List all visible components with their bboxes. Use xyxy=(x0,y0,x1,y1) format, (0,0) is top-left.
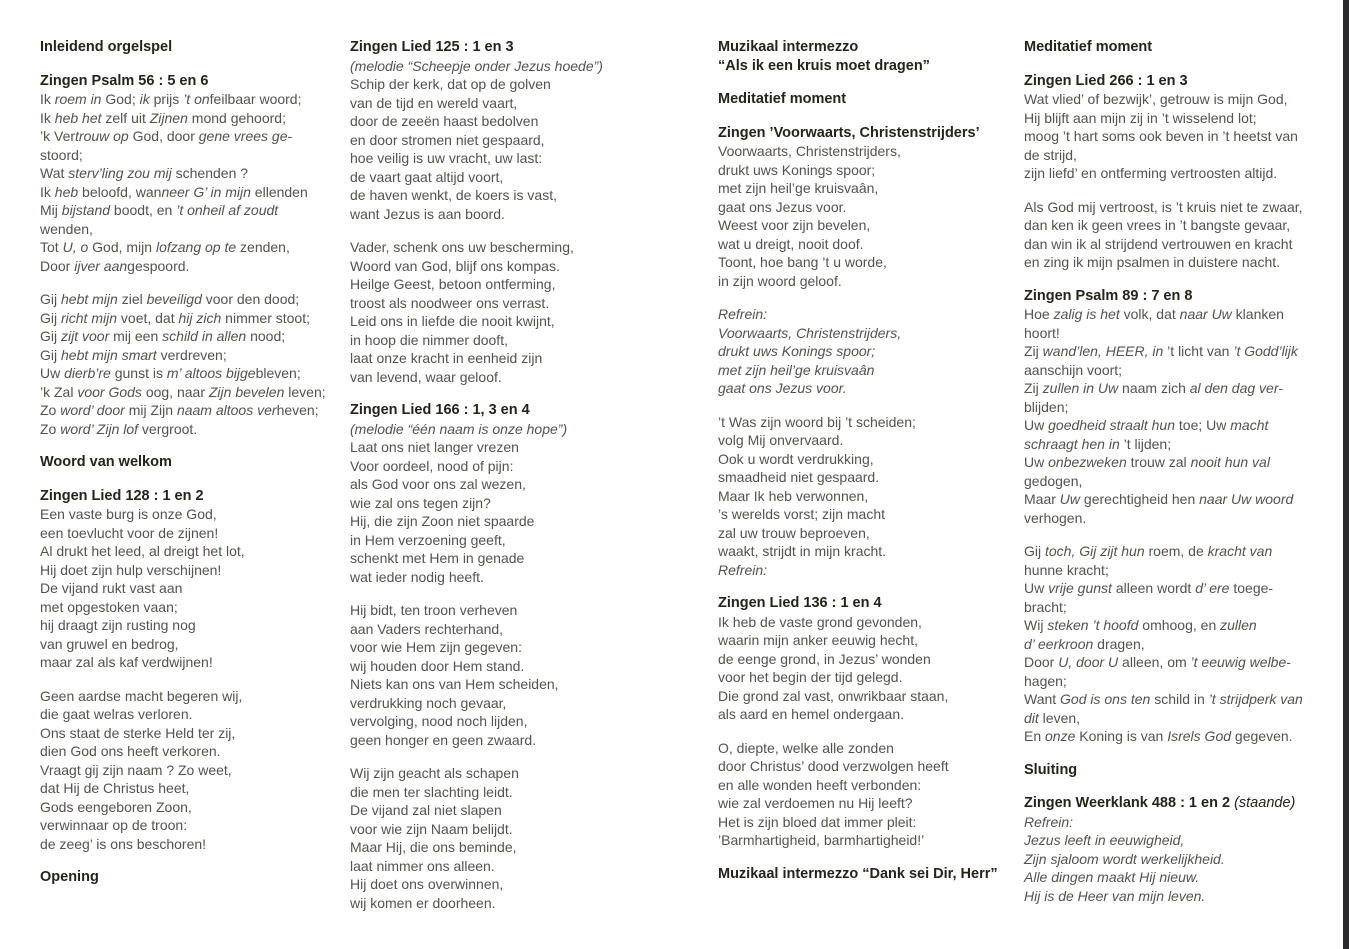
verse-line: Weest voor zijn bevelen, xyxy=(718,217,871,233)
italic-text: richt mijn xyxy=(61,309,118,326)
italic-text: heb xyxy=(54,183,79,200)
italic-text: d’ ere xyxy=(1195,580,1230,596)
verse-line: Schip der kerk, dat op de golven xyxy=(350,76,551,92)
verse-line: door Christus’ dood verzwolgen heeft xyxy=(718,758,949,774)
verse-line: verdrukking noch gevaar, xyxy=(350,694,507,711)
verse-line: wij houden door Hem stand. xyxy=(350,657,525,674)
verse-line: Hij doet zijn hulp verschijnen! xyxy=(40,561,222,578)
verse-line xyxy=(718,324,1020,343)
zingen-psalm-56 xyxy=(40,72,342,276)
italic-text: steken ’t hoofd xyxy=(1047,617,1139,633)
liturgy-column-3 xyxy=(718,38,1020,898)
verse-line xyxy=(1024,813,1340,832)
verse-line xyxy=(350,420,662,439)
section-heading: Muzikaal intermezzo “Dank sei Dir, Herr” xyxy=(718,865,998,882)
inleidend-orgelspel xyxy=(40,38,342,57)
verse-line: wat u dreigt, nooit doof. xyxy=(718,235,864,252)
italic-text: Voorwaarts, Christenstrijders, xyxy=(718,324,902,341)
verse-line: de vaart gaat altijd voort, xyxy=(350,168,504,185)
verse-line: Hij doet ons overwinnen, xyxy=(350,876,504,892)
italic-text: Hij is de Heer van mijn leven. xyxy=(1024,887,1206,904)
italic-text: wand’len, HEER, in xyxy=(1042,343,1164,359)
italic-text: naam altoos ver xyxy=(176,402,277,418)
italic-text: zullen xyxy=(1220,617,1257,633)
verse-line: aanschijn voort; xyxy=(1024,361,1123,378)
italic-text: schild in allen xyxy=(162,328,247,344)
verse-line: blijden; xyxy=(1024,398,1069,415)
muzikaal-intermezzo-2 xyxy=(718,865,1020,884)
verse-line xyxy=(718,561,1020,580)
verse-line: smaadheid niet gespaard. xyxy=(718,469,880,485)
verse-line: Die grond zal vast, onwrikbaar staan, xyxy=(718,687,949,704)
italic-text: ’t Godd’lijk xyxy=(1233,343,1298,359)
verse-line: met opgestoken vaan; xyxy=(40,598,178,615)
verse-line: verwinnaar op de troon: xyxy=(40,817,188,833)
verse-line: en door stromen niet gespaard, xyxy=(350,131,545,148)
section-heading: Woord van welkom xyxy=(40,454,172,470)
verse-line: en alle wonden heeft verbonden: xyxy=(718,776,922,793)
verse-line: maar zal als kaf verdwijnen! xyxy=(40,654,213,670)
verse-line: schenkt met Hem in genade xyxy=(350,550,525,566)
meditatief-moment-1 xyxy=(718,90,1020,109)
verse-line: in hoop die nimmer dooft, xyxy=(350,331,508,348)
italic-text: beveiligd xyxy=(146,291,202,307)
italic-text: Uw xyxy=(1059,491,1081,507)
italic-text: hij zich xyxy=(178,309,222,326)
italic-text: Zijn bevelen xyxy=(208,383,285,400)
italic-text: ik xyxy=(139,91,150,107)
zingen-weerklank-488 xyxy=(1024,794,1340,905)
verse-line: Uw dierb’re gunst is m’ altoos bijgebleven; xyxy=(40,365,301,381)
verse-line: waarin mijn anker eeuwig hecht, xyxy=(718,632,918,648)
verse-line: Al drukt het leed, al dreigt het lot, xyxy=(40,543,245,559)
verse-line: Uw goedheid straalt hun toe; Uw macht xyxy=(1024,417,1269,433)
verse-line: en zing ik mijn psalmen in duistere nacht. xyxy=(1024,254,1281,270)
verse-line xyxy=(718,305,1020,324)
liturgy-column-1 xyxy=(40,38,342,902)
verse-line: als God voor ons zal wezen, xyxy=(350,476,526,492)
verse-line: de haven wenkt, de koers is vast, xyxy=(350,187,557,203)
verse-line: voor wie zijn Naam belijdt. xyxy=(350,820,513,837)
verse-line: Gij toch, Gij zijt hun roem, de kracht van xyxy=(1024,543,1273,559)
verse-line: verhogen. xyxy=(1024,509,1087,526)
verse-line: Vraagt gij zijn naam ? Zo weet, xyxy=(40,761,232,778)
verse-line: voor wie Hem zijn gegeven: xyxy=(350,639,522,655)
verse-line: Als God mij vertroost, is ’t kruis niet te zwaar, xyxy=(1024,198,1303,215)
verse-line: Want God is ons ten schild in ’t strijdperk van xyxy=(1024,691,1303,707)
verse-line: Door U, door U alleen, om ’t eeuwig welbe- xyxy=(1024,654,1291,670)
italic-text: Refrein: xyxy=(1024,813,1074,830)
liturgy-column-2 xyxy=(350,38,662,927)
verse-line: gaat ons Jezus voor. xyxy=(718,198,847,215)
verse-line: moog ’t hart soms ook beven in ’t heetst van xyxy=(1024,128,1298,144)
verse-line xyxy=(1024,887,1340,906)
italic-text: naar Uw xyxy=(1179,306,1232,322)
verse-line: in Hem verzoening geeft, xyxy=(350,531,506,548)
verse-line: Heilge Geest, betoon ontferming, xyxy=(350,276,556,292)
zingen-psalm-89 xyxy=(1024,287,1340,528)
italic-text: ijver aan xyxy=(74,257,128,274)
verse-line: Ik heb de vaste grond gevonden, xyxy=(718,613,922,630)
italic-text: U, o xyxy=(62,239,89,255)
page-edge-shadow xyxy=(1343,0,1349,949)
psalm-89-vers-8 xyxy=(1024,542,1340,746)
verse-line: wie zal ons tegen zijn? xyxy=(350,494,491,511)
section-heading: Inleidend orgelspel xyxy=(40,39,173,55)
lied-166-vers-4 xyxy=(350,764,662,912)
section-heading: Zingen Lied 166 : 1, 3 en 4 xyxy=(350,402,530,418)
italic-text: God is ons ten xyxy=(1060,691,1151,707)
lied-266-vers-3 xyxy=(1024,198,1340,272)
italic-text: word’ Zijn lof xyxy=(60,420,139,437)
verse-line: Maar Ik heb verwonnen, xyxy=(718,487,869,504)
italic-text: hebt mijn smart xyxy=(61,346,157,363)
verse-line: Ik heb beloofd, wanneer G’ in mijn ellenden xyxy=(40,183,308,200)
zingen-lied-266 xyxy=(1024,72,1340,183)
section-heading: Zingen Weerklank 488 : 1 en 2 (staande) xyxy=(1024,795,1296,811)
italic-text: schraagt hen in xyxy=(1024,435,1120,452)
italic-text: (melodie “Scheepje onder Jezus hoede”) xyxy=(350,57,603,74)
section-heading: Zingen Lied 266 : 1 en 3 xyxy=(1024,72,1188,89)
verse-line: de strijd, xyxy=(1024,146,1077,163)
voorwaarts-refrein xyxy=(718,305,1020,398)
muzikaal-intermezzo-1 xyxy=(718,38,1020,75)
verse-line: de zeeg’ is ons beschoren! xyxy=(40,835,207,852)
italic-text: vrije gunst xyxy=(1048,580,1112,596)
section-heading: Sluiting xyxy=(1024,761,1078,778)
verse-line xyxy=(350,57,662,76)
verse-line: vervolging, nood noch lijden, xyxy=(350,713,528,729)
verse-line: Ik heb het zelf uit Zijnen mond gehoord; xyxy=(40,109,286,126)
section-heading: Zingen Lied 125 : 1 en 3 xyxy=(350,39,514,55)
italic-text: ’t strijdperk van xyxy=(1208,691,1303,707)
woord-van-welkom xyxy=(40,453,342,472)
italic-text: Zijn sjaloom wordt werkelijkheid. xyxy=(1024,850,1225,867)
verse-line: zal uw trouw beproeven, xyxy=(718,524,870,541)
verse-line: drukt uws Konings spoor; xyxy=(718,161,876,178)
verse-line: wij komen er doorheen. xyxy=(350,894,496,911)
verse-line: wenden, xyxy=(40,220,93,237)
italic-text: trouw op xyxy=(75,128,129,144)
zingen-voorwaarts xyxy=(718,124,1020,291)
verse-line: ’t Was zijn woord bij ’t scheiden; xyxy=(718,413,916,430)
verse-line: wat ieder nodig heeft. xyxy=(350,568,484,585)
italic-text: U, door U xyxy=(1058,654,1119,670)
psalm-56-vers-6 xyxy=(40,290,342,438)
verse-line: Hij, die zijn Zoon niet spaarde xyxy=(350,513,535,529)
verse-line: in zijn woord geloof. xyxy=(718,272,842,289)
verse-line: Wat vlied’ of bezwijk’, getrouw is mijn God, xyxy=(1024,91,1288,107)
verse-line: dan win ik al strijdend vertrouwen en kracht xyxy=(1024,235,1293,252)
verse-line: Tot U, o God, mijn lofzang op te zenden, xyxy=(40,239,290,255)
italic-text: Jezus leeft in eeuwigheid, xyxy=(1024,832,1185,848)
verse-line: Wij zijn geacht als schapen xyxy=(350,765,519,781)
verse-line: Wat sterv’ling zou mij schenden ? xyxy=(40,165,249,181)
italic-text: d’ eerkroon xyxy=(1024,635,1094,652)
verse-line: Ook u wordt verdrukking, xyxy=(718,450,874,467)
verse-line: Woord van God, blijf ons kompas. xyxy=(350,257,560,274)
verse-line: van levend, waar geloof. xyxy=(350,368,502,385)
verse-line: Uw onbezweken trouw zal nooit hun val xyxy=(1024,454,1270,470)
verse-line: want Jezus is aan boord. xyxy=(350,205,505,222)
verse-line: hagen; xyxy=(1024,672,1067,689)
italic-text: goedheid straalt hun xyxy=(1048,417,1175,433)
verse-line: Gods eengeboren Zoon, xyxy=(40,798,192,815)
lied-128-vers-2 xyxy=(40,687,342,854)
italic-text: voor Gods xyxy=(77,383,142,400)
zingen-lied-166 xyxy=(350,401,662,586)
verse-line xyxy=(1024,868,1340,887)
verse-line: Hoe zalig is het volk, dat naar Uw klanken xyxy=(1024,306,1284,322)
verse-line: Zo word’ Zijn lof vergroot. xyxy=(40,420,198,437)
italic-text: sterv’ling zou mij xyxy=(68,165,172,181)
verse-line: Gij hebt mijn smart verdreven; xyxy=(40,346,227,363)
verse-line: troost als noodweer ons verrast. xyxy=(350,294,550,311)
verse-line: hoort! xyxy=(1024,324,1060,341)
verse-line: waakt, strijdt in mijn kracht. xyxy=(718,543,887,559)
verse-line: Zo word’ door mij Zijn naam altoos verheven; xyxy=(40,402,319,418)
lied-136-vers-4 xyxy=(718,739,1020,850)
verse-line: van de tijd en wereld vaart, xyxy=(350,94,518,111)
italic-text: naar Uw woord xyxy=(1199,491,1294,507)
verse-line: van gruwel en bedrog, xyxy=(40,635,179,652)
verse-line: Toont, hoe bang ’t u worde, xyxy=(718,254,887,270)
verse-line: Voor oordeel, nood of pijn: xyxy=(350,457,514,474)
verse-line: Laat ons niet langer vrezen xyxy=(350,439,519,455)
verse-line: die gaat welras verloren. xyxy=(40,706,193,722)
italic-text: Zijnen xyxy=(149,109,188,126)
liturgy-column-4 xyxy=(1024,38,1340,920)
verse-line: volg Mij onvervaard. xyxy=(718,432,844,448)
verse-line: hoe veilig is uw vracht, uw last: xyxy=(350,150,543,166)
zingen-lied-125 xyxy=(350,38,662,223)
italic-text: m’ altoos bijge xyxy=(166,365,256,381)
verse-line: met zijn heil’ge kruisvaân, xyxy=(718,180,879,196)
verse-line xyxy=(718,379,1020,398)
verse-line: Leid ons in liefde die nooit kwijnt, xyxy=(350,313,555,329)
verse-line: Wij steken ’t hoofd omhoog, en zullen xyxy=(1024,617,1257,633)
verse-line: Vader, schenk ons uw bescherming, xyxy=(350,239,574,255)
italic-text: word’ door xyxy=(60,402,125,418)
verse-line xyxy=(718,342,1020,361)
verse-line: ’Barmhartigheid, barmhartigheid!’ xyxy=(718,832,925,848)
italic-text: (melodie “één naam is onze hope”) xyxy=(350,420,568,437)
verse-line: O, diepte, welke alle zonden xyxy=(718,739,894,756)
italic-text: bijstand xyxy=(61,202,111,218)
italic-text: Alle dingen maakt Hij nieuw. xyxy=(1024,869,1200,885)
italic-text: ’t eeuwig welbe xyxy=(1190,654,1287,670)
verse-line: bracht; xyxy=(1024,598,1067,615)
italic-text: ’t onheil af zoudt xyxy=(176,202,279,218)
verse-line: dat Hij de Christus heet, xyxy=(40,780,190,796)
italic-text: drukt uws Konings spoor; xyxy=(718,343,876,359)
verse-line: Ik roem in God; ik prijs ’t onfeilbaar woord; xyxy=(40,91,302,107)
verse-line: ’k Zal voor Gods oog, naar Zijn bevelen leven; xyxy=(40,383,326,400)
section-heading: Zingen Psalm 56 : 5 en 6 xyxy=(40,72,209,89)
verse-line: hij draagt zijn rusting nog xyxy=(40,617,196,633)
verse-line: Gij hebt mijn ziel beveiligd voor den dood; xyxy=(40,291,300,307)
verse-line: gedogen, xyxy=(1024,472,1083,489)
verse-line: aan Vaders rechterhand, xyxy=(350,620,504,637)
verse-line: Mij bijstand boodt, en ’t onheil af zoudt xyxy=(40,202,279,218)
verse-line: ’k Vertrouw op God, door gene vrees ge- xyxy=(40,128,293,144)
verse-line xyxy=(1024,831,1340,850)
verse-line: Ons staat de sterke Held ter zij, xyxy=(40,724,236,741)
verse-line: laat nimmer ons alleen. xyxy=(350,857,495,874)
italic-text: hebt mijn xyxy=(61,291,118,307)
verse-line: schraagt hen in ’t lijden; xyxy=(1024,435,1172,452)
italic-text: zijt voor xyxy=(61,328,110,344)
lied-125-vers-3 xyxy=(350,238,662,386)
section-heading: Zingen ’Voorwaarts, Christenstrijders’ xyxy=(718,124,980,141)
italic-text: Refrein: xyxy=(718,561,768,578)
italic-text: zullen in Uw xyxy=(1042,380,1119,396)
italic-text: kracht van xyxy=(1207,543,1273,559)
verse-line: ’s werelds vorst; zijn macht xyxy=(718,506,886,522)
verse-line: die men ter slachting leidt. xyxy=(350,783,513,800)
verse-line xyxy=(1024,850,1340,869)
italic-text: onze xyxy=(1045,728,1076,744)
verse-line: Maar Uw gerechtigheid hen naar Uw woord xyxy=(1024,491,1294,507)
verse-line: Geen aardse macht begeren wij, xyxy=(40,687,243,704)
italic-text: (staande) xyxy=(1234,795,1296,811)
section-heading: “Als ik een kruis moet dragen” xyxy=(718,57,930,74)
italic-text: Refrein: xyxy=(718,306,768,322)
section-heading: Zingen Psalm 89 : 7 en 8 xyxy=(1024,287,1193,304)
italic-text: dit xyxy=(1024,709,1039,726)
sluiting xyxy=(1024,761,1340,780)
verse-line: geen honger en geen zwaard. xyxy=(350,731,537,748)
italic-text: al den dag ver xyxy=(1189,380,1279,396)
verse-line: hunne kracht; xyxy=(1024,561,1109,578)
italic-text: roem in xyxy=(54,91,102,107)
verse-line: Een vaste burg is onze God, xyxy=(40,506,217,522)
verse-line: Voorwaarts, Christenstrijders, xyxy=(718,143,901,159)
section-heading: Meditatief moment xyxy=(718,91,847,107)
voorwaarts-vers-2 xyxy=(718,413,1020,580)
italic-text: macht xyxy=(1230,417,1269,433)
verse-line: Maar Hij, die ons beminde, xyxy=(350,839,517,855)
section-heading: Zingen Lied 136 : 1 en 4 xyxy=(718,595,882,611)
zingen-lied-136 xyxy=(718,594,1020,724)
lied-166-vers-3 xyxy=(350,601,662,749)
italic-text: gaat ons Jezus voor. xyxy=(718,380,847,396)
italic-text: Isrels God xyxy=(1167,728,1232,744)
verse-line: En onze Koning is van Isrels God gegeven. xyxy=(1024,728,1293,744)
verse-line: dan ken ik geen vrees in ’t bangste gevaar, xyxy=(1024,217,1291,233)
verse-line: Hij blijft aan mijn zij in ’t wisselend lot; xyxy=(1024,109,1257,126)
italic-text: toch, Gij zijt hun xyxy=(1045,543,1145,559)
verse-line: Gij zijt voor mij een schild in allen nood; xyxy=(40,328,286,344)
verse-line: de eenge grond, in Jezus’ wonden xyxy=(718,650,931,667)
section-heading: Opening xyxy=(40,869,99,885)
verse-line: Niets kan ons van Hem scheiden, xyxy=(350,676,559,692)
verse-line: Zij wand’len, HEER, in ’t licht van ’t Godd’lijk xyxy=(1024,343,1298,359)
verse-line: Zij zullen in Uw naam zich al den dag ver- xyxy=(1024,380,1284,396)
verse-line: laat onze kracht in eenheid zijn xyxy=(350,350,543,366)
italic-text: nooit hun val xyxy=(1190,454,1270,470)
italic-text: zalig is het xyxy=(1053,306,1120,322)
verse-line: als aard en hemel ondergaan. xyxy=(718,706,905,722)
zingen-lied-128 xyxy=(40,487,342,672)
section-heading: Muzikaal intermezzo xyxy=(718,39,859,55)
verse-line: zijn liefd’ en ontferming vertroosten altijd. xyxy=(1024,165,1278,181)
verse-line: voor het begin der tijd gelegd. xyxy=(718,669,903,685)
verse-line: stoord; xyxy=(40,146,83,163)
verse-line: Door ijver aangespoord. xyxy=(40,257,190,274)
verse-line: dien God ons heeft verkoren. xyxy=(40,743,221,759)
italic-text: lofzang op te xyxy=(155,239,237,255)
verse-line: d’ eerkroon dragen, xyxy=(1024,635,1145,652)
verse-line: Uw vrije gunst alleen wordt d’ ere toege- xyxy=(1024,580,1274,596)
verse-line: Het is zijn bloed dat immer pleit: xyxy=(718,813,917,830)
italic-text: ’t on xyxy=(183,91,210,107)
verse-line: door de zeeën haast bedolven xyxy=(350,113,539,129)
verse-line: De vijand zal niet slapen xyxy=(350,802,502,818)
verse-line: dit leven, xyxy=(1024,709,1081,726)
italic-text: heb het xyxy=(54,109,102,126)
verse-line: een toevlucht voor de zijnen! xyxy=(40,524,219,541)
italic-text: met zijn heil’ge kruisvaân xyxy=(718,361,875,378)
verse-line xyxy=(718,361,1020,380)
meditatief-moment-2 xyxy=(1024,38,1340,57)
section-heading: Meditatief moment xyxy=(1024,39,1153,55)
section-heading: Zingen Lied 128 : 1 en 2 xyxy=(40,487,204,504)
verse-line: Hij bidt, ten troon verheven xyxy=(350,602,518,618)
verse-line: wie zal verdoemen nu Hij leeft? xyxy=(718,795,913,811)
italic-text: dierb’re xyxy=(64,365,111,381)
italic-text: onbezweken xyxy=(1048,454,1127,470)
verse-line: Gij richt mijn voet, dat hij zich nimmer stoot; xyxy=(40,309,310,326)
verse-line: De vijand rukt vast aan xyxy=(40,580,183,596)
italic-text: neer G’ in mijn xyxy=(161,183,251,200)
italic-text: gene vrees ge xyxy=(198,128,288,144)
opening xyxy=(40,868,342,887)
